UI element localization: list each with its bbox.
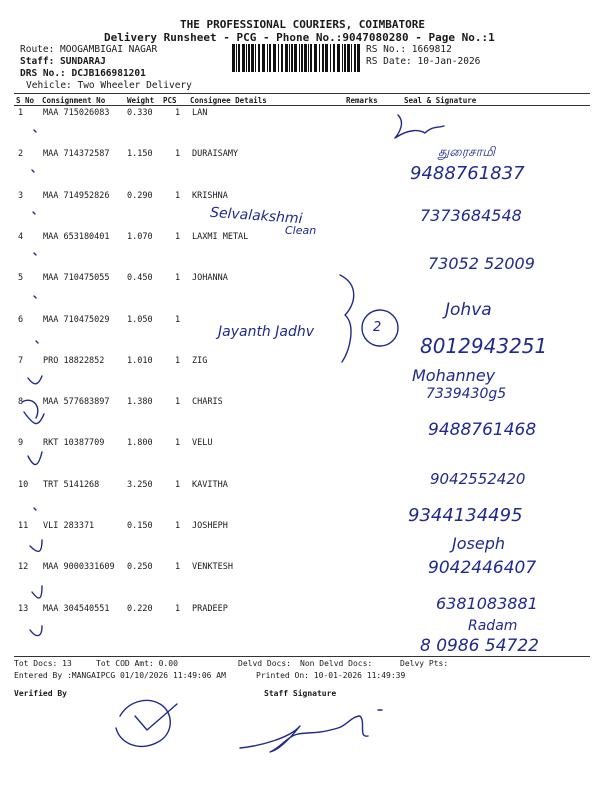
row-consignment: MAA 714952826 <box>43 190 110 201</box>
signature-row-3-phone: 7373684548 <box>420 206 522 225</box>
printed-on: Printed On: 10-01-2026 11:49:39 <box>256 671 406 680</box>
row-consignee: LAXMI METAL <box>192 231 249 242</box>
signature-row-13-phone: 8 0986 54722 <box>420 636 539 656</box>
row-weight: 0.220 <box>127 603 153 614</box>
row-sno: 6 <box>18 314 24 325</box>
row-pcs: 1 <box>175 438 181 449</box>
signature-row-6-phone: 8012943251 <box>420 334 548 358</box>
verified-stamp-mark <box>116 700 170 746</box>
row-pcs: 1 <box>175 603 181 614</box>
non-delivered-docs: Non Delvd Docs: <box>300 659 373 668</box>
row-sno: 1 <box>18 108 24 118</box>
signature-row-8-phone: 9488761468 <box>428 420 537 440</box>
row-consignment: PRO 18822852 <box>43 355 105 366</box>
remark-row-6: Jayanth Jadhv <box>218 324 315 340</box>
col-consignment: Consignment No <box>42 96 106 105</box>
row-pcs: 1 <box>175 273 181 284</box>
row-pcs: 1 <box>175 149 181 160</box>
row-consignee: KRISHNA <box>192 190 228 201</box>
row-weight: 1.070 <box>127 231 153 242</box>
total-docs: Tot Docs: 13 <box>14 659 72 668</box>
row-pcs: 1 <box>175 231 181 242</box>
row-weight: 0.450 <box>127 273 153 284</box>
row-consignee: JOHANNA <box>192 273 228 284</box>
row-consignment: MAA 710475029 <box>43 314 110 325</box>
row-consignment: MAA 710475055 <box>43 273 110 284</box>
row-weight: 1.150 <box>127 149 153 160</box>
company-name: THE PROFESSIONAL COURIERS, COIMBATORE <box>180 18 426 31</box>
row-weight: 1.800 <box>127 438 153 449</box>
row-sno: 8 <box>18 397 24 408</box>
col-sno: S No <box>16 96 35 105</box>
row-sno: 9 <box>18 438 24 449</box>
row-consignment: MAA 9000331609 <box>43 562 115 573</box>
row-pcs: 1 <box>175 479 181 490</box>
row-pcs: 1 <box>175 108 181 118</box>
row-weight: 1.010 <box>127 355 153 366</box>
row-consignee: CHARIS <box>192 397 223 408</box>
row-pcs: 1 <box>175 521 181 531</box>
row-weight: 3.250 <box>127 479 153 490</box>
remark-row-3: Selvalakshmi <box>209 204 303 228</box>
row-sno: 2 <box>18 149 24 160</box>
row-weight: 0.250 <box>127 562 153 573</box>
signature-row-2-phone: 9488761837 <box>410 163 525 184</box>
col-seal-signature: Seal & Signature <box>404 96 477 105</box>
row-sno: 11 <box>18 521 29 531</box>
signature-row-10-phone: 9344134495 <box>408 505 523 526</box>
entered-by: Entered By :MANGAIPCG 01/10/2026 11:49:06 AM <box>14 671 226 680</box>
row-pcs: 1 <box>175 355 181 366</box>
delivery-points: Delvy Pts: <box>400 659 449 668</box>
total-cod: Tot COD Amt: 0.00 <box>96 659 178 668</box>
signature-row-1 <box>395 115 444 138</box>
row-weight: 0.290 <box>127 190 153 201</box>
row-pcs: 1 <box>175 314 181 325</box>
staff-signature-label: Staff Signature <box>264 689 337 698</box>
row-consignee: PRADEEP <box>192 603 228 614</box>
row-weight: 1.380 <box>127 397 153 408</box>
row-sno: 13 <box>18 603 29 614</box>
route-label: Route: MOOGAMBIGAI NAGAR <box>20 44 158 55</box>
signature-row-7-name: Mohanney <box>412 366 496 385</box>
row-weight: 1.050 <box>127 314 153 325</box>
row-sno: 10 <box>18 479 29 490</box>
row-consignee: VELU <box>192 438 213 449</box>
row-sno: 5 <box>18 273 24 284</box>
remark-row-6-circle: 2 <box>373 320 382 335</box>
row-consignment: RKT 10387709 <box>43 438 105 449</box>
row-consignee: KAVITHA <box>192 479 228 490</box>
row-consignee: JOSHEPH <box>192 521 228 531</box>
row-sno: 7 <box>18 355 24 366</box>
row-sno: 4 <box>18 231 24 242</box>
remark-row-3b: Clean <box>285 224 317 237</box>
runsheet-title: Delivery Runsheet - PCG - Phone No.:9047080280 - Page No.:1 <box>104 31 495 44</box>
col-pcs: PCS <box>163 96 177 105</box>
row-consignment: TRT 5141268 <box>43 479 100 490</box>
signature-row-2-name: துரைசாமி <box>438 145 496 160</box>
signature-row-13-name: Radam <box>468 618 518 634</box>
signature-row-9-phone: 9042552420 <box>430 470 526 488</box>
row-consignment: MAA 714372587 <box>43 149 110 160</box>
signature-row-11-name: Joseph <box>452 534 505 553</box>
row-consignee: LAN <box>192 108 208 118</box>
signature-row-4-phone: 73052 52009 <box>428 254 535 273</box>
row-consignee: VENKTESH <box>192 562 233 573</box>
row-consignment: MAA 653180401 <box>43 231 110 242</box>
row-consignment: MAA 715026083 <box>43 108 110 118</box>
row-sno: 12 <box>18 562 29 573</box>
row-pcs: 1 <box>175 562 181 573</box>
col-remarks: Remarks <box>346 96 378 105</box>
signature-row-12-phone: 6381083881 <box>436 594 538 613</box>
signature-row-11-phone: 9042446407 <box>428 558 537 578</box>
drs-label: DRS No.: DCJB166981201 <box>20 68 146 79</box>
staff-signature-mark <box>240 716 368 752</box>
rs-date: RS Date: 10-Jan-2026 <box>366 56 481 67</box>
col-weight: Weight <box>127 96 155 105</box>
row-pcs: 1 <box>175 397 181 408</box>
signature-row-7-phone: 7339430g5 <box>426 386 507 402</box>
row-consignee: DURAISAMY <box>192 149 239 160</box>
row-consignment: MAA 577683897 <box>43 397 110 408</box>
row-weight: 0.150 <box>127 521 153 531</box>
row-pcs: 1 <box>175 190 181 201</box>
row-weight: 0.330 <box>127 108 153 118</box>
vehicle-label: Vehicle: Two Wheeler Delivery <box>26 80 192 91</box>
staff-label: Staff: SUNDARAJ <box>20 56 106 67</box>
col-consignee: Consignee Details <box>190 96 267 105</box>
row-sno: 3 <box>18 190 24 201</box>
signature-row-5-name: Johva <box>445 300 492 320</box>
row-consignee: ZIG <box>192 355 208 366</box>
verified-by-label: Verified By <box>14 689 67 698</box>
rs-number: RS No.: 1669812 <box>366 44 452 55</box>
row-consignment: VLI 283371 <box>43 521 95 531</box>
delivered-docs: Delvd Docs: <box>238 659 291 668</box>
bracket-mark <box>340 275 354 362</box>
row-consignment: MAA 304540551 <box>43 603 110 614</box>
